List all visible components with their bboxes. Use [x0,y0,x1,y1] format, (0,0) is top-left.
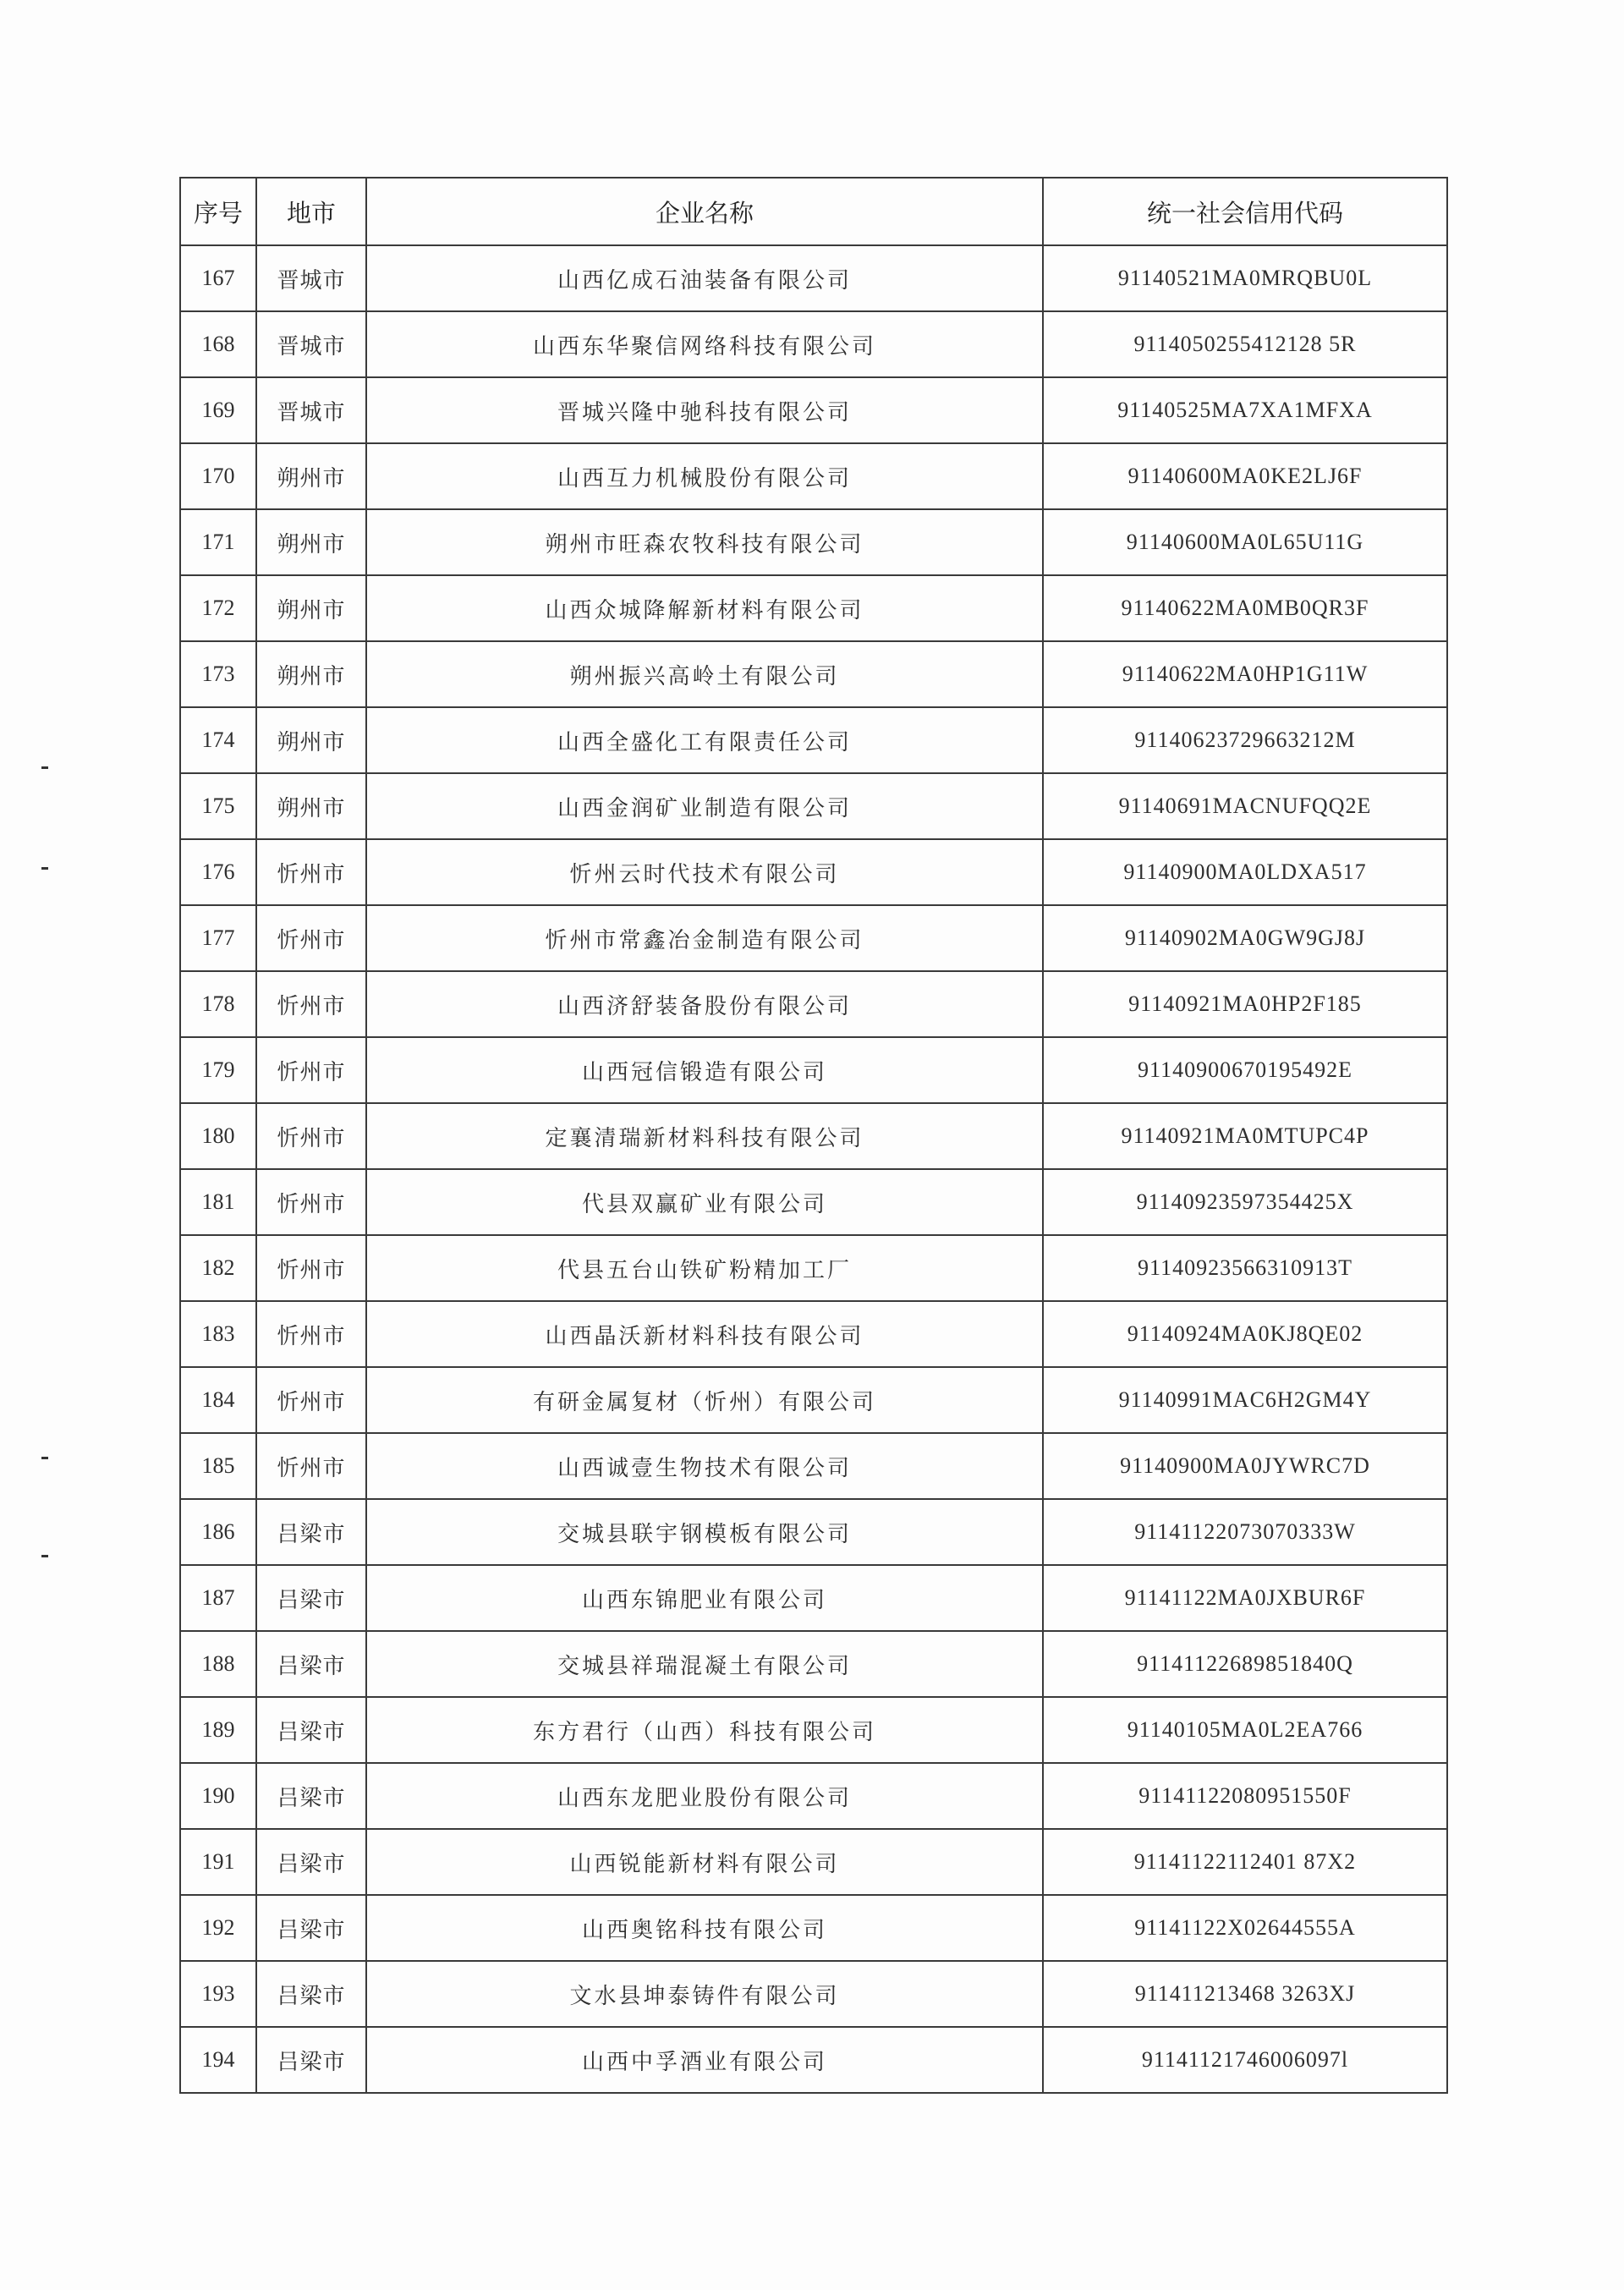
credit-code-cell: 91140923597354425X [1043,1169,1447,1235]
table-row [180,311,1447,377]
table-row [180,443,1447,509]
city-cell: 忻州市 [256,971,366,1037]
city-cell: 忻州市 [256,1169,366,1235]
city-cell: 吕梁市 [256,1631,366,1697]
city-cell: 忻州市 [256,905,366,971]
serial-number-cell: 167 [180,245,256,311]
table-row [180,245,1447,311]
table-row [180,575,1447,641]
city-cell: 忻州市 [256,1103,366,1169]
serial-number-cell: 185 [180,1433,256,1499]
enterprise-name-cell: 山西东龙肥业股份有限公司 [366,1763,1043,1829]
table-row [180,971,1447,1037]
serial-number-cell: 192 [180,1895,256,1961]
serial-number-cell: 191 [180,1829,256,1895]
enterprise-name-cell: 交城县祥瑞混凝土有限公司 [366,1631,1043,1697]
enterprise-table [179,177,1448,2094]
table-row [180,839,1447,905]
table-row [180,1433,1447,1499]
enterprise-name-cell: 代县双赢矿业有限公司 [366,1169,1043,1235]
table-row [180,641,1447,707]
credit-code-cell: 91140600MA0KE2LJ6F [1043,443,1447,509]
credit-code-cell: 91140923566310913T [1043,1235,1447,1301]
city-cell: 忻州市 [256,1301,366,1367]
serial-number-cell: 171 [180,509,256,575]
enterprise-name-cell: 代县五台山铁矿粉精加工厂 [366,1235,1043,1301]
serial-number-cell: 174 [180,707,256,773]
enterprise-name-cell: 有研金属复材（忻州）有限公司 [366,1367,1043,1433]
serial-number-cell: 173 [180,641,256,707]
enterprise-name-cell: 山西中孚酒业有限公司 [366,2027,1043,2093]
credit-code-cell: 91140600MA0L65U11G [1043,509,1447,575]
credit-code-cell: 91140991MAC6H2GM4Y [1043,1367,1447,1433]
serial-number-cell: 181 [180,1169,256,1235]
credit-code-cell: 91141121746006097l [1043,2027,1447,2093]
serial-number-cell: 168 [180,311,256,377]
serial-number-cell: 175 [180,773,256,839]
city-cell: 朔州市 [256,773,366,839]
serial-number-cell: 187 [180,1565,256,1631]
enterprise-name-cell: 定襄清瑞新材料科技有限公司 [366,1103,1043,1169]
margin-mark [41,867,48,870]
city-cell: 吕梁市 [256,1895,366,1961]
enterprise-name-cell: 晋城兴隆中驰科技有限公司 [366,377,1043,443]
serial-number-cell: 182 [180,1235,256,1301]
serial-number-cell: 188 [180,1631,256,1697]
credit-code-cell: 91140622MA0MB0QR3F [1043,575,1447,641]
enterprise-name-cell: 山西锐能新材料有限公司 [366,1829,1043,1895]
city-cell: 吕梁市 [256,2027,366,2093]
enterprise-name-cell: 山西奥铭科技有限公司 [366,1895,1043,1961]
enterprise-name-cell: 朔州振兴高岭土有限公司 [366,641,1043,707]
city-cell: 吕梁市 [256,1499,366,1565]
credit-code-cell: 91140900MA0LDXA517 [1043,839,1447,905]
serial-number-cell: 178 [180,971,256,1037]
table-row [180,773,1447,839]
city-cell: 忻州市 [256,839,366,905]
enterprise-name-cell: 东方君行（山西）科技有限公司 [366,1697,1043,1763]
margin-mark [41,1555,48,1557]
credit-code-cell: 91141122MA0JXBUR6F [1043,1565,1447,1631]
enterprise-name-cell: 山西济舒装备股份有限公司 [366,971,1043,1037]
credit-code-cell: 91141122689851840Q [1043,1631,1447,1697]
city-cell: 忻州市 [256,1037,366,1103]
table-row [180,1301,1447,1367]
serial-number-cell: 184 [180,1367,256,1433]
city-cell: 吕梁市 [256,1763,366,1829]
table-row [180,1367,1447,1433]
table-row [180,1565,1447,1631]
table-row [180,1961,1447,2027]
credit-code-cell: 91140525MA7XA1MFXA [1043,377,1447,443]
credit-code-cell: 91140900MA0JYWRC7D [1043,1433,1447,1499]
credit-code-cell: 91140623729663212M [1043,707,1447,773]
city-cell: 吕梁市 [256,1961,366,2027]
enterprise-name-cell: 山西互力机械股份有限公司 [366,443,1043,509]
enterprise-name-cell: 山西诚壹生物技术有限公司 [366,1433,1043,1499]
table-row [180,1763,1447,1829]
header-enterprise-name: 企业名称 [366,178,1043,245]
header-city: 地市 [256,178,366,245]
serial-number-cell: 170 [180,443,256,509]
credit-code-cell: 91140921MA0MTUPC4P [1043,1103,1447,1169]
city-cell: 忻州市 [256,1367,366,1433]
table-row [180,1697,1447,1763]
enterprise-name-cell: 山西全盛化工有限责任公司 [366,707,1043,773]
enterprise-name-cell: 忻州市常鑫冶金制造有限公司 [366,905,1043,971]
header-credit-code: 统一社会信用代码 [1043,178,1447,245]
serial-number-cell: 186 [180,1499,256,1565]
enterprise-name-cell: 交城县联宇钢模板有限公司 [366,1499,1043,1565]
city-cell: 吕梁市 [256,1565,366,1631]
credit-code-cell: 91141122112401 87X2 [1043,1829,1447,1895]
table-row [180,1631,1447,1697]
enterprise-name-cell: 山西冠信锻造有限公司 [366,1037,1043,1103]
table-row [180,1895,1447,1961]
table-row [180,509,1447,575]
serial-number-cell: 190 [180,1763,256,1829]
city-cell: 晋城市 [256,311,366,377]
serial-number-cell: 180 [180,1103,256,1169]
margin-mark [41,1457,48,1459]
city-cell: 朔州市 [256,707,366,773]
enterprise-name-cell: 文水县坤泰铸件有限公司 [366,1961,1043,2027]
table-row [180,2027,1447,2093]
city-cell: 朔州市 [256,575,366,641]
city-cell: 吕梁市 [256,1697,366,1763]
credit-code-cell: 91140691MACNUFQQ2E [1043,773,1447,839]
credit-code-cell: 91140902MA0GW9GJ8J [1043,905,1447,971]
table-row [180,1037,1447,1103]
table-row [180,1169,1447,1235]
credit-code-cell: 91140622MA0HP1G11W [1043,641,1447,707]
city-cell: 吕梁市 [256,1829,366,1895]
city-cell: 朔州市 [256,509,366,575]
city-cell: 忻州市 [256,1433,366,1499]
serial-number-cell: 179 [180,1037,256,1103]
city-cell: 忻州市 [256,1235,366,1301]
serial-number-cell: 183 [180,1301,256,1367]
enterprise-name-cell: 忻州云时代技术有限公司 [366,839,1043,905]
credit-code-cell: 91141122080951550F [1043,1763,1447,1829]
enterprise-name-cell: 山西东华聚信网络科技有限公司 [366,311,1043,377]
serial-number-cell: 189 [180,1697,256,1763]
enterprise-name-cell: 山西金润矿业制造有限公司 [366,773,1043,839]
table-row [180,905,1447,971]
credit-code-cell: 91140921MA0HP2F185 [1043,971,1447,1037]
serial-number-cell: 172 [180,575,256,641]
table-row [180,1499,1447,1565]
table-header-row [180,178,1447,245]
city-cell: 朔州市 [256,641,366,707]
serial-number-cell: 176 [180,839,256,905]
city-cell: 朔州市 [256,443,366,509]
serial-number-cell: 177 [180,905,256,971]
credit-code-cell: 91141122X02644555A [1043,1895,1447,1961]
credit-code-cell: 91140900670195492E [1043,1037,1447,1103]
enterprise-name-cell: 山西众城降解新材料有限公司 [366,575,1043,641]
table-row [180,1103,1447,1169]
table-row [180,377,1447,443]
city-cell: 晋城市 [256,245,366,311]
enterprise-name-cell: 山西东锦肥业有限公司 [366,1565,1043,1631]
serial-number-cell: 169 [180,377,256,443]
table-row [180,707,1447,773]
credit-code-cell: 9114050255412128 5R [1043,311,1447,377]
enterprise-name-cell: 朔州市旺森农牧科技有限公司 [366,509,1043,575]
credit-code-cell: 91140924MA0KJ8QE02 [1043,1301,1447,1367]
serial-number-cell: 193 [180,1961,256,2027]
credit-code-cell: 911411213468 3263XJ [1043,1961,1447,2027]
table-body [180,245,1447,2093]
credit-code-cell: 91140521MA0MRQBU0L [1043,245,1447,311]
city-cell: 晋城市 [256,377,366,443]
enterprise-name-cell: 山西亿成石油装备有限公司 [366,245,1043,311]
header-serial-number: 序号 [180,178,256,245]
margin-mark [41,766,48,769]
table-row [180,1829,1447,1895]
enterprise-name-cell: 山西晶沃新材料科技有限公司 [366,1301,1043,1367]
credit-code-cell: 91141122073070333W [1043,1499,1447,1565]
credit-code-cell: 91140105MA0L2EA766 [1043,1697,1447,1763]
table-row [180,1235,1447,1301]
serial-number-cell: 194 [180,2027,256,2093]
